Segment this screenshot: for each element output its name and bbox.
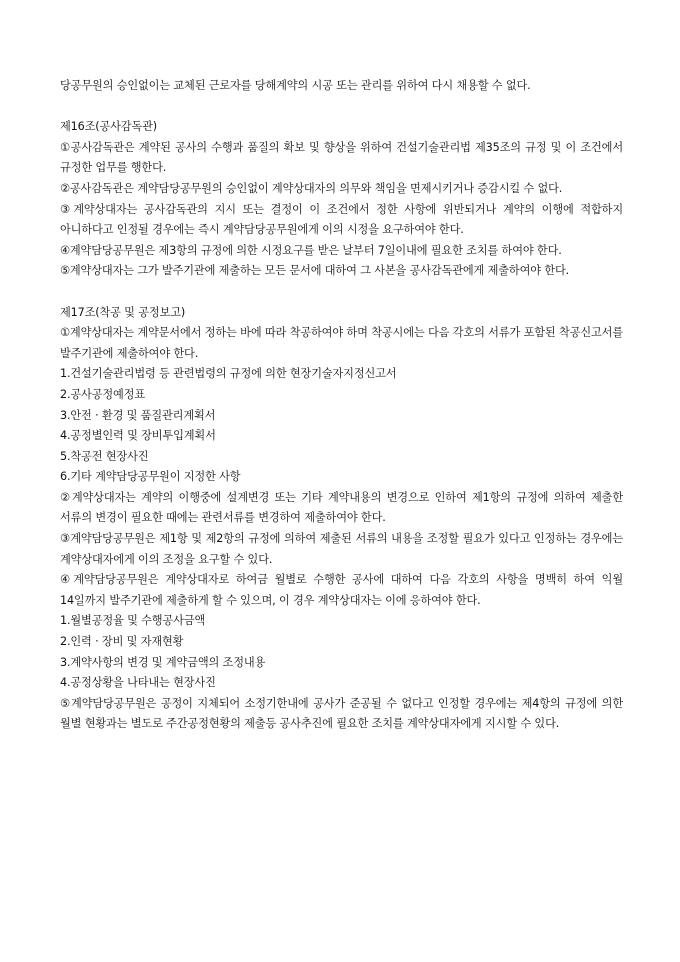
section-gap [60,97,623,118]
article-16-paragraph-4: ④계약담당공무원은 제3항의 규정에 의한 시정요구를 받은 날부터 7일이내에 필요한 조치를 하여야 한다. [60,243,562,257]
section-gap [60,282,623,303]
article-17-paragraph-4: ④계약담당공무원은 계약상대자로 하여금 월별로 수행한 공사에 대하여 다음 각호의 사항을 명백히 하여 익월 14일까지 발주기관에 제출하게 할 수 있으며, 이 경우 계약상대자는 이에 응하여야 한다. [60,573,623,607]
article-16-title: 제16조(공사감독관) [60,120,157,134]
article-17-paragraph-5: ⑤계약담당공무원은 공정이 지체되어 소정기한내에 공사가 준공될 수 없다고 인정할 경우에는 제4항의 규정에 의한 월별 현황과는 별도로 주간공정현황의 제출등 공사추진에 필요한 조치를 계약상대자에게 지시할 수 있다. [60,696,623,731]
article-16-paragraph-3: ③계약상대자는 공사감독관의 지시 또는 결정이 이 조건에서 정한 사항에 위반되거나 계약의 이행에 적합하지 아니하다고 인정될 경우에는 즉시 계약담당공무원에게 이의 시정을 요구하여야 한다. [60,202,623,237]
article-17-p1-item-3: 3.안전 · 환경 및 품질관리계획서 [60,408,216,422]
article-16-paragraph-5: ⑤계약상대자는 그가 발주기관에 제출하는 모든 문서에 대하여 그 사본을 공사감독관에게 제출하여야 한다. [60,264,570,278]
article-17-paragraph-2: ②계약상대자는 계약의 이행중에 설계변경 또는 기타 계약내용의 변경으로 인하여 제1항의 규정에 의하여 제출한 서류의 변경이 필요한 때에는 관련서류를 변경하여 제출하여야 한다. [60,490,623,525]
article-17-p1-item-6: 6.기타 계약담당공무원이 지정한 사항 [60,470,241,484]
article-16-paragraph-1: ①공사감독관은 계약된 공사의 수행과 품질의 확보 및 향상을 위하여 건설기술관리법 제35조의 규정 및 이 조건에서 규정한 업무를 행한다. [60,140,623,175]
article-17-p1-item-4: 4.공정별인력 및 장비투입계획서 [60,429,216,443]
article-17-paragraph-1: ①계약상대자는 계약문서에서 정하는 바에 따라 착공하여야 하며 착공시에는 다음 각호의 서류가 포함된 착공신고서를 발주기관에 제출하여야 한다. [60,326,623,360]
article-17-p4-item-2: 2.인력 · 장비 및 자재현황 [60,635,184,649]
article-17-title: 제17조(착공 및 공정보고) [60,305,186,319]
article-17-p4-item-1: 1.월별공정율 및 수행공사금액 [60,614,206,628]
article-17-p1-item-5: 5.착공전 현장사진 [60,449,149,463]
article-16-paragraph-2: ②공사감독관은 계약담당공무원의 승인없이 계약상대자의 의무와 책임을 면제시키거나 증감시킬 수 없다. [60,181,563,195]
intro-paragraph: 당공무원의 승인없이는 교체된 근로자를 당해계약의 시공 또는 관리를 위하여 다시 채용할 수 없다. [60,79,531,92]
article-17-p4-item-3: 3.계약사항의 변경 및 계약금액의 조정내용 [60,655,266,669]
document-page [60,76,623,735]
article-17-p1-item-1: 1.건설기술관리법령 등 관련법령의 규정에 의한 현장기술자지정신고서 [60,367,397,381]
article-17-p1-item-2: 2.공사공정예정표 [60,387,145,401]
article-17-p4-item-4: 4.공정상황을 나타내는 현장사진 [60,676,216,690]
article-17-paragraph-3: ③계약담당공무원은 제1항 및 제2항의 규정에 의하여 제출된 서류의 내용을 조정할 필요가 있다고 인정하는 경우에는 계약상대자에게 이의 조정을 요구할 수 있다. [60,532,623,566]
